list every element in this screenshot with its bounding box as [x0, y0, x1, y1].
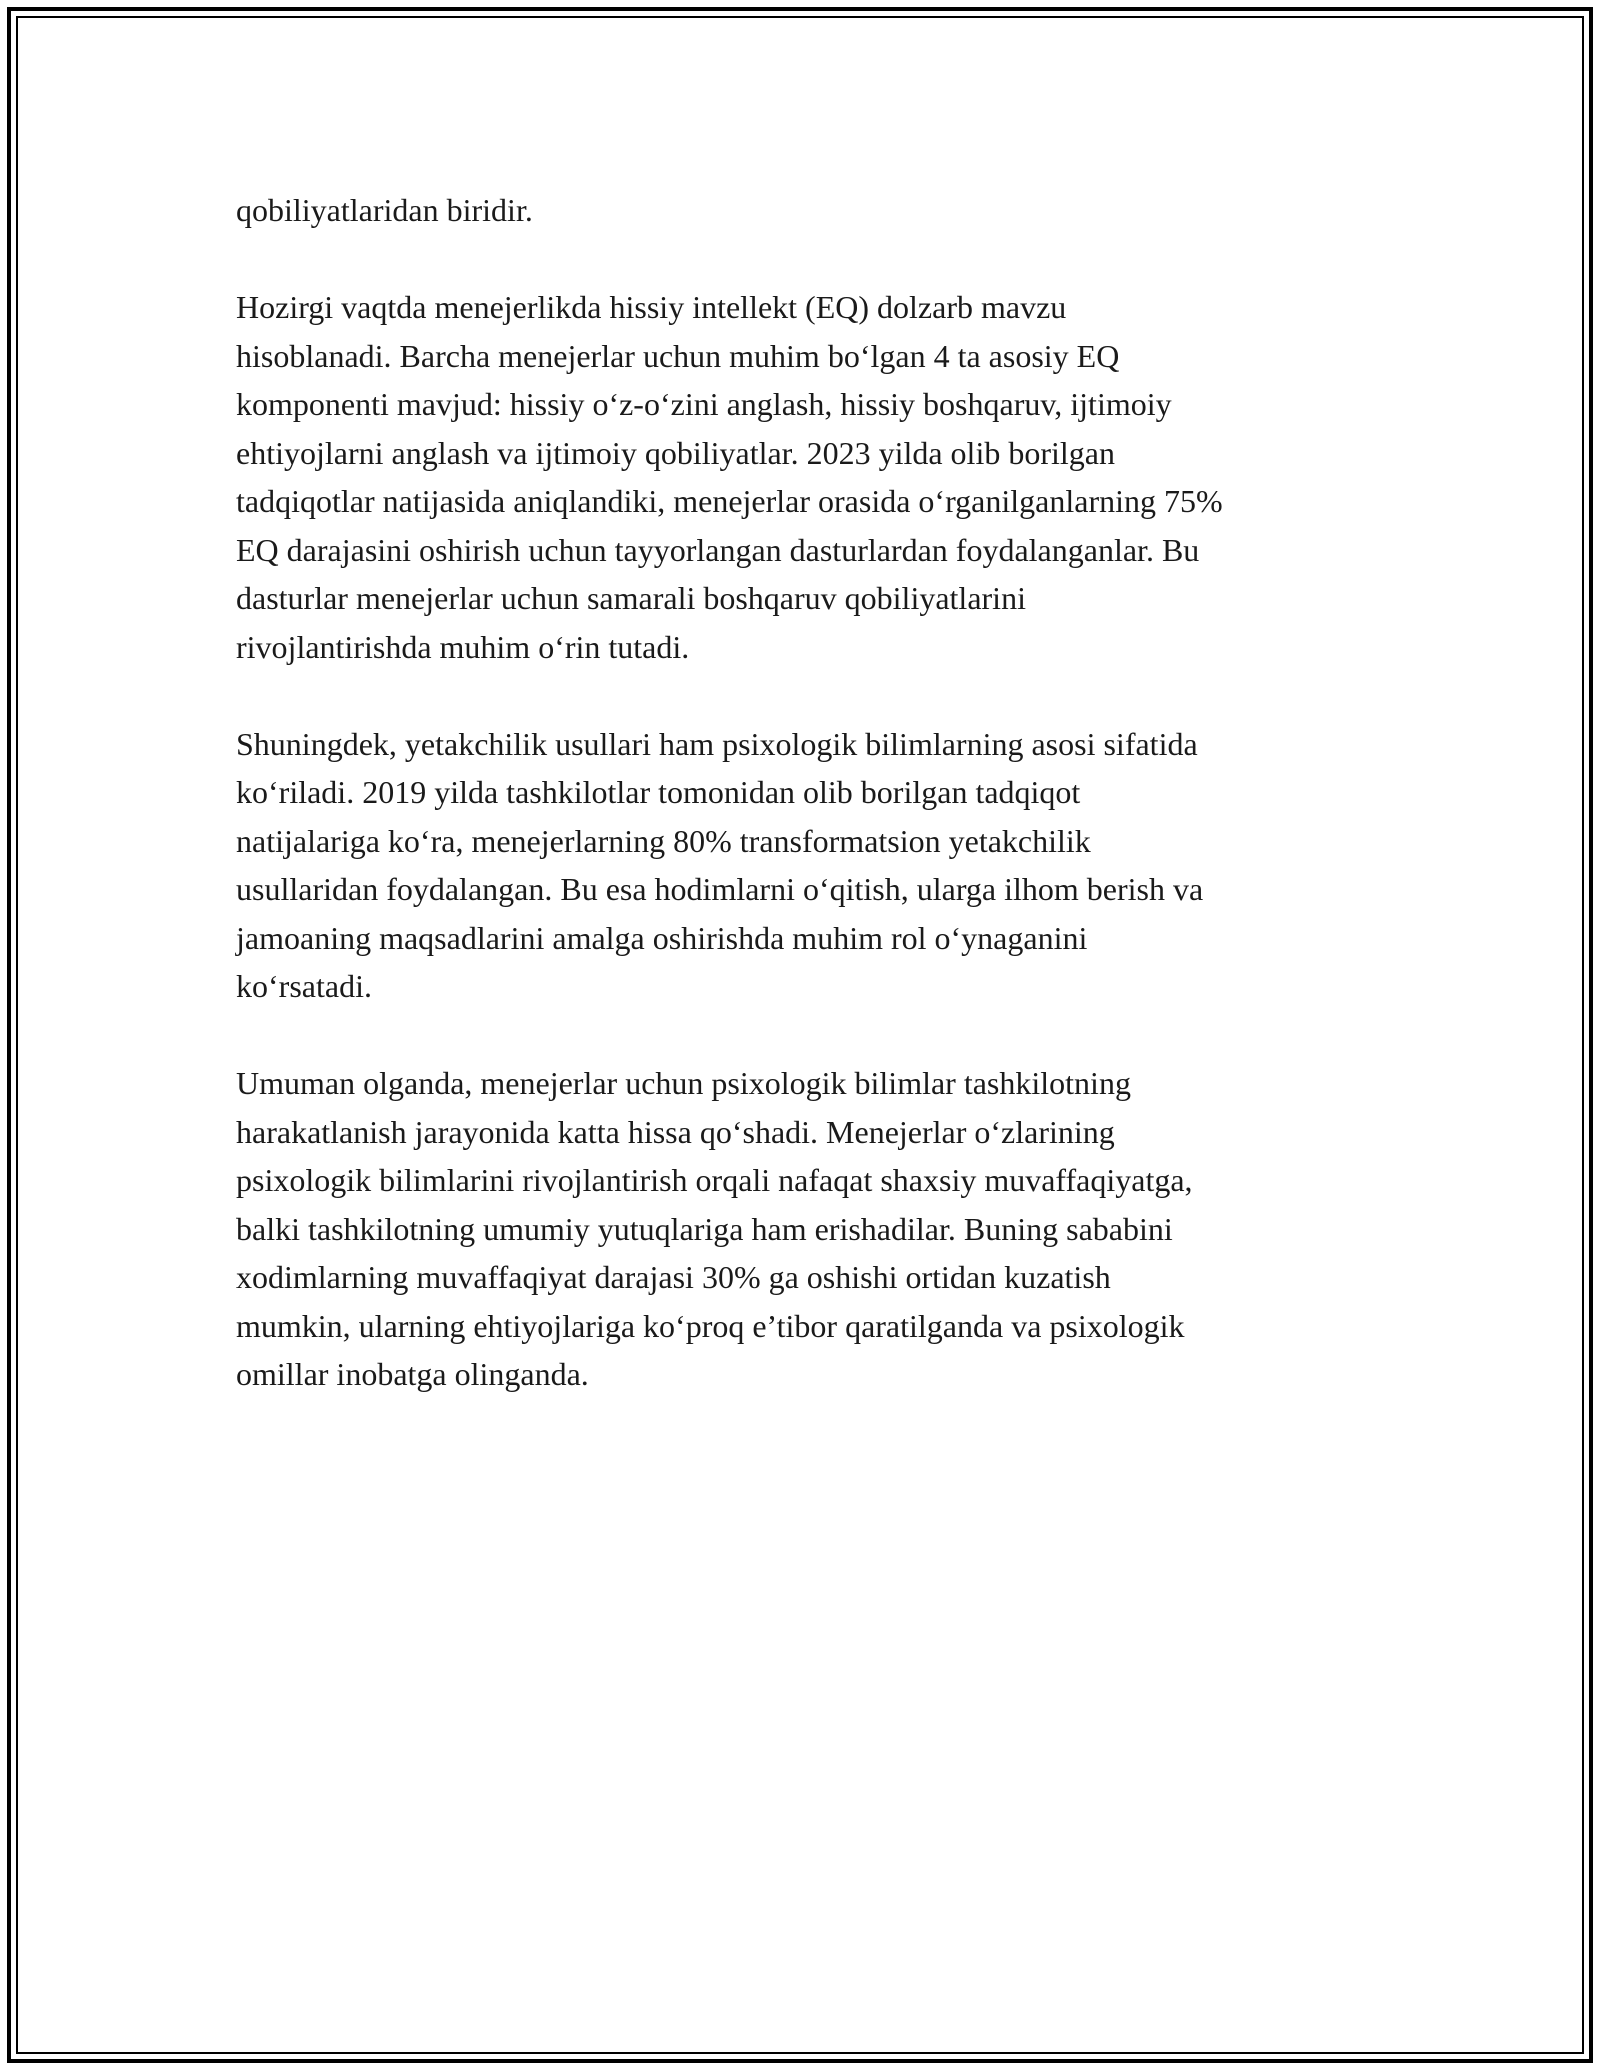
paragraph-emotional-intelligence: Hozirgi vaqtda menejerlikda hissiy intellekt (EQ) dolzarb mavzu hisoblanadi. Barcha menejerlar uchun muhim bo‘lgan 4 ta asosiy EQ komponenti mavjud: hissiy o‘z-o‘zini anglash, hissiy boshqaruv, ijtimoiy ehtiyojlarni anglash va ijtimoiy qobiliyatlar. 2023 yilda olib borilgan tadqiqotlar natijasida aniqlandiki, menejerlar orasida o‘rganilganlarning 75% EQ darajasini oshirish uchun tayyorlangan dasturlardan foydalanganlar. Bu dasturlar menejerlar uchun samarali boshqaruv qobiliyatlarini rivojlantirishda muhim o‘rin tutadi.: [236, 289, 1223, 665]
paragraph-leadership-methods: Shuningdek, yetakchilik usullari ham psixologik bilimlarning asosi sifatida ko‘riladi. 2019 yilda tashkilotlar tomonidan olib borilgan tadqiqot natijalariga ko‘ra, menejerlarning 80% transformatsion yetakchilik usullaridan foydalangan. Bu esa hodimlarni o‘qitish, ularga ilhom berish va jamoaning maqsadlarini amalga oshirishda muhim rol o‘ynaganini ko‘rsatadi.: [236, 725, 1204, 1004]
paragraph-continuation: qobiliyatlaridan biridir.: [236, 192, 533, 228]
document-body: [236, 186, 1376, 1447]
paragraph-conclusion: Umuman olganda, menejerlar uchun psixologik bilimlar tashkilotning harakatlanish jarayonida katta hissa qo‘shadi. Menejerlar o‘zlarining psixologik bilimlarini rivojlantirish orqali nafaqat shaxsiy muvaffaqiyatga, balki tashkilotning umumiy yutuqlariga ham erishadilar. Buning sababini xodimlarning muvaffaqiyat darajasi 30% ga oshishi ortidan kuzatish mumkin, ularning ehtiyojlariga ko‘proq e’tibor qaratilganda va psixologik omillar inobatga olinganda.: [236, 1065, 1193, 1392]
